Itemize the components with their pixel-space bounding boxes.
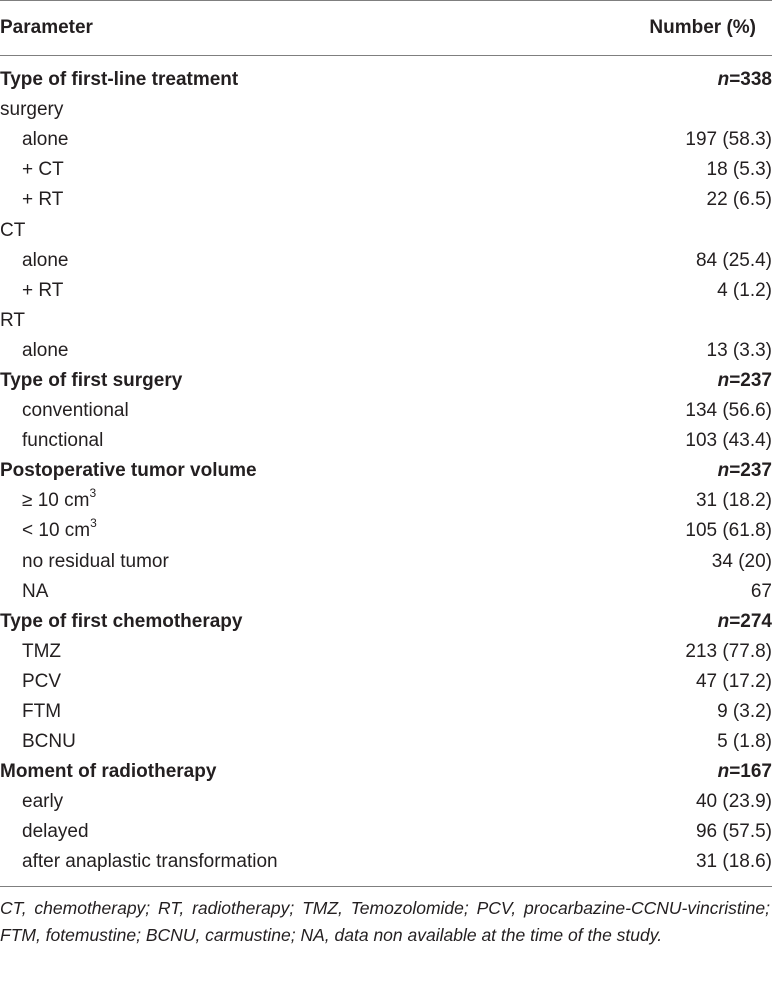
row-label (0, 396, 588, 426)
sample-size-value: =167 (729, 761, 772, 783)
row-value-text: 96 (57.5) (695, 821, 772, 843)
row-value (588, 246, 772, 276)
row-label (0, 65, 588, 95)
row-label (0, 366, 588, 396)
table-row (0, 637, 772, 667)
row-value-text: 34 (20) (711, 550, 772, 572)
row-label (0, 637, 588, 667)
group-row (0, 215, 772, 245)
row-value-text: 47 (17.2) (695, 670, 772, 692)
unit-superscript: 3 (89, 486, 97, 501)
row-value (588, 486, 772, 516)
row-label-text: conventional (22, 400, 129, 422)
row-label-text: PCV (22, 670, 62, 692)
header-number: Number (%) (649, 17, 756, 38)
row-label-text: no residual tumor (22, 550, 169, 572)
row-value (588, 155, 772, 185)
table-row (0, 547, 772, 577)
row-label-text: + RT (22, 279, 64, 301)
row-value-text: 18 (5.3) (706, 159, 772, 181)
table-footnote: CT, chemotherapy; RT, radiotherapy; TMZ, Temozolomide; PCV, procarbazine-CCNU-vincristine; FTM, fotemustine; BCNU, carmustine; NA, data non available at the time of the study. (0, 897, 770, 946)
row-value (588, 847, 772, 877)
sample-size-symbol: n (717, 369, 730, 391)
row-label (0, 306, 588, 336)
table-row (0, 336, 772, 366)
row-label-text: FTM (22, 701, 62, 723)
row-value (588, 787, 772, 817)
row-label (0, 336, 588, 366)
table-row (0, 697, 772, 727)
row-value-text: 5 (1.8) (717, 731, 772, 753)
row-label (0, 516, 588, 546)
row-value (588, 817, 772, 847)
row-value-text: 134 (56.6) (685, 400, 772, 422)
sample-size-symbol: n (717, 460, 730, 482)
row-value-text: 9 (3.2) (717, 701, 772, 723)
row-label (0, 667, 588, 697)
row-value (588, 456, 772, 486)
sample-size-symbol: n (717, 610, 730, 632)
row-value-text: 105 (61.8) (685, 520, 772, 542)
sample-size-symbol: n (717, 761, 730, 783)
sample-size-value: =237 (729, 460, 772, 482)
row-label (0, 577, 588, 607)
row-label-text: RT (0, 309, 25, 331)
row-label-text: early (22, 791, 64, 813)
table-row (0, 516, 772, 546)
row-label-text: + CT (22, 159, 64, 181)
row-label (0, 276, 588, 306)
row-value (588, 95, 772, 125)
row-label-text: Type of first-line treatment (0, 69, 239, 91)
sample-size-symbol: n (717, 69, 730, 91)
row-value (588, 125, 772, 155)
row-label-text: alone (22, 339, 69, 361)
row-value (588, 667, 772, 697)
row-value-text: 40 (23.9) (695, 791, 772, 813)
table-row (0, 727, 772, 757)
row-label (0, 547, 588, 577)
row-value (588, 306, 772, 336)
row-label-text: Postoperative tumor volume (0, 460, 257, 482)
row-label (0, 426, 588, 456)
row-label-text: CT (0, 219, 26, 241)
header-rule (0, 55, 772, 56)
unit-superscript: 3 (90, 516, 97, 531)
row-value (588, 65, 772, 95)
row-value (588, 276, 772, 306)
row-label (0, 847, 588, 877)
row-label (0, 727, 588, 757)
row-label (0, 607, 588, 637)
bottom-rule (0, 886, 772, 887)
row-value (588, 185, 772, 215)
table-row (0, 847, 772, 877)
row-label (0, 787, 588, 817)
row-value-text: 31 (18.6) (695, 851, 772, 873)
row-label-text: TMZ (22, 640, 62, 662)
section-row (0, 456, 772, 486)
table-row (0, 396, 772, 426)
row-label-text: + RT (22, 189, 64, 211)
row-label-text: functional (22, 430, 104, 452)
table-row (0, 276, 772, 306)
row-value-text: 103 (43.4) (685, 430, 772, 452)
row-label-text: Moment of radiotherapy (0, 761, 217, 783)
row-label (0, 697, 588, 727)
row-value-text: 67 (750, 580, 772, 602)
table-row (0, 185, 772, 215)
table-row (0, 577, 772, 607)
table-row (0, 155, 772, 185)
row-value (588, 607, 772, 637)
row-label-text: alone (22, 249, 69, 271)
row-label-text: delayed (22, 821, 89, 843)
section-row (0, 757, 772, 787)
sample-size-value: =274 (729, 610, 772, 632)
table-row (0, 246, 772, 276)
row-label-text: ≥ 10 cm (22, 490, 90, 512)
group-row (0, 95, 772, 125)
row-label (0, 185, 588, 215)
row-value-text: 213 (77.8) (685, 640, 772, 662)
row-value (588, 697, 772, 727)
row-value-text: 31 (18.2) (695, 490, 772, 512)
row-value (588, 757, 772, 787)
row-value-text: 13 (3.3) (706, 339, 772, 361)
row-label (0, 215, 588, 245)
row-label-text: NA (22, 580, 49, 602)
row-value (588, 336, 772, 366)
row-value (588, 396, 772, 426)
row-label (0, 125, 588, 155)
row-label-text: Type of first surgery (0, 369, 183, 391)
row-label-text: alone (22, 129, 69, 151)
data-table (0, 65, 772, 878)
row-value (588, 215, 772, 245)
table-row (0, 486, 772, 516)
header-parameter: Parameter (0, 17, 93, 38)
row-value (588, 516, 772, 546)
row-value-text: 197 (58.3) (685, 129, 772, 151)
table-row (0, 426, 772, 456)
row-label (0, 155, 588, 185)
sample-size-value: =237 (729, 369, 772, 391)
table-row (0, 787, 772, 817)
section-row (0, 65, 772, 95)
row-value (588, 366, 772, 396)
row-label-text: Type of first chemotherapy (0, 610, 243, 632)
row-label (0, 95, 588, 125)
row-value (588, 426, 772, 456)
row-value-text: 22 (6.5) (706, 189, 772, 211)
row-label (0, 456, 588, 486)
row-label (0, 817, 588, 847)
row-label-text: surgery (0, 99, 64, 121)
row-value (588, 727, 772, 757)
row-label-text: BCNU (22, 731, 76, 753)
row-value-text: 84 (25.4) (695, 249, 772, 271)
row-label (0, 757, 588, 787)
row-label-text: < 10 cm (22, 520, 91, 542)
sample-size-value: =338 (729, 69, 772, 91)
table-row (0, 817, 772, 847)
table-row (0, 125, 772, 155)
table-body (0, 65, 772, 878)
row-value-text: 4 (1.2) (717, 279, 772, 301)
row-label-text: after anaplastic transformation (22, 851, 278, 873)
row-value (588, 577, 772, 607)
row-label (0, 246, 588, 276)
row-value (588, 637, 772, 667)
table-row (0, 667, 772, 697)
group-row (0, 306, 772, 336)
table-header (0, 1, 772, 55)
section-row (0, 366, 772, 396)
section-row (0, 607, 772, 637)
row-label (0, 486, 588, 516)
row-value (588, 547, 772, 577)
